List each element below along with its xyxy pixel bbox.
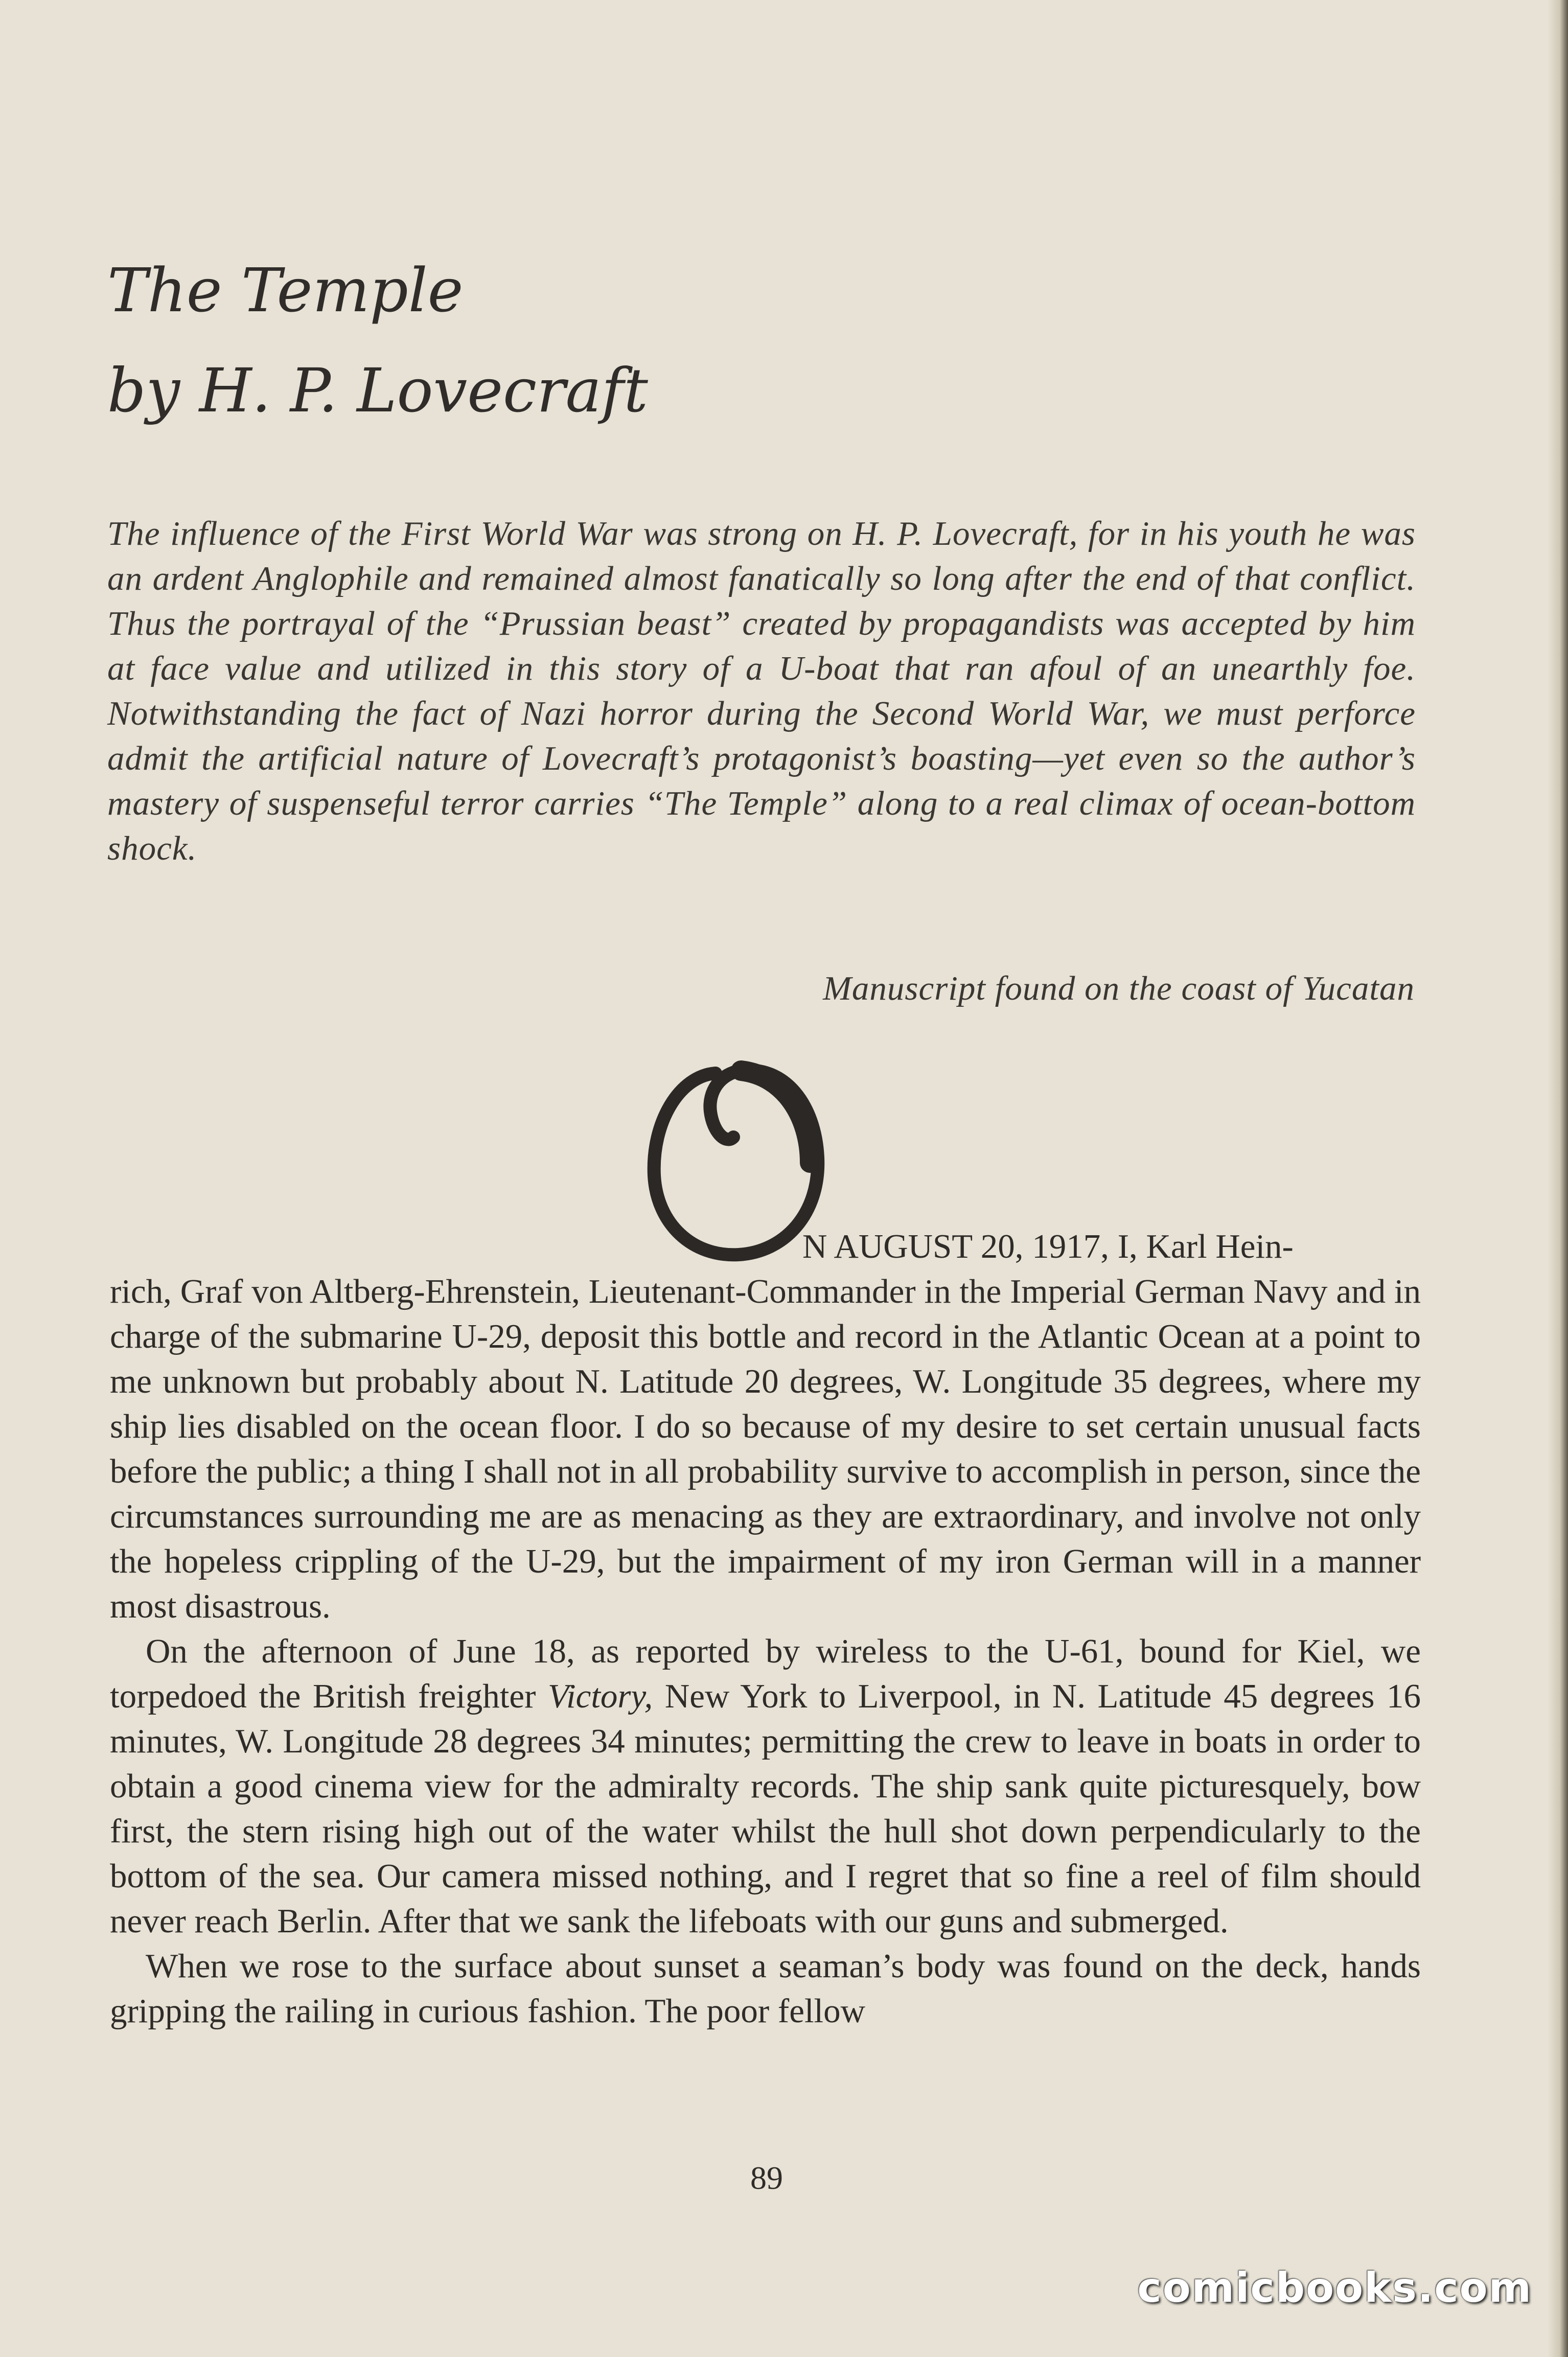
story-body — [110, 1269, 1421, 2034]
drop-cap-letter: O — [739, 1161, 743, 1167]
paragraph-2 — [110, 1629, 1421, 1944]
page-number-text: 89 — [750, 2160, 783, 2196]
editorial-introduction: The influence of the First World War was strong on H. P. Lovecraft, for in his youth he was an ardent Anglophile and remained almost fanatically so long after the end of that conflict. Thus the portrayal of the “Prussian beast” created by propagandists was accepted by him at face value and utilized in this story of a U-boat that ran afoul of an unearthly foe. Notwithstanding the fact of Nazi horror during the Second World War, we must perforce admit the artificial nature of Lovecraft’s protagonist’s boasting—yet even so the author’s mastery of suspenseful terror carries “The Temple” along to a real climax of ocean-bottom shock. — [107, 515, 1416, 867]
paragraph-2-text-b: New York to Liverpool, in N. Latitude 45 degrees 16 minutes, W. Longitude 28 degrees 34 minutes; permitting the crew to leave in boats in order to obtain a good cinema view for the admiralty records. The ship sank quite picturesquely, bow first, the stern rising high out of the water whilst the hull shot down perpendicularly to the bottom of the sea. Our camera missed nothing, and I regret that so fine a reel of film should never reach Berlin. After that we sank the lifeboats with our guns and submerged. — [110, 1677, 1421, 1940]
watermark: comicbooks.com — [1137, 2264, 1532, 2312]
page-edge-shadow — [1548, 0, 1568, 2357]
story-title-block — [107, 240, 823, 441]
page-number — [0, 2159, 1533, 2197]
manuscript-dateline: Manuscript found on the coast of Yucatan — [823, 969, 1415, 1007]
paragraph-2-text-a: On the afternoon of June 18, as reported by wireless to the U-61, bound for Kiel, we torpedoed the British freighter — [110, 1632, 1421, 1715]
story-title: The Temple — [107, 255, 464, 326]
paragraph-3: When we rose to the surface about sunset a seaman’s body was found on the deck, hands gripping the railing in curious fashion. The poor fellow — [110, 1947, 1421, 2030]
paragraph-1: rich, Graf von Altberg-Ehrenstein, Lieutenant-Commander in the Imperial German Navy and in charge of the submarine U-29, deposit this bottle and record in the Atlantic Ocean at a point to me unknown but probably about N. Latitude 20 degrees, W. Longitude 35 degrees, where my ship lies disabled on the ocean floor. I do so because of my desire to set certain unusual facts before the public; a thing I shall not in all probability survive to accomplish in person, since the circumstances surrounding me are as menacing as they are extraordinary, and involve not only the hopeless crippling of the U-29, but the impairment of my iron German will in a manner most disastrous. — [110, 1273, 1421, 1625]
story-author: by H. P. Lovecraft — [107, 355, 648, 426]
ship-name: Victory, — [548, 1677, 653, 1715]
body-first-line: N AUGUST 20, 1917, I, Karl Hein- — [802, 1228, 1294, 1265]
